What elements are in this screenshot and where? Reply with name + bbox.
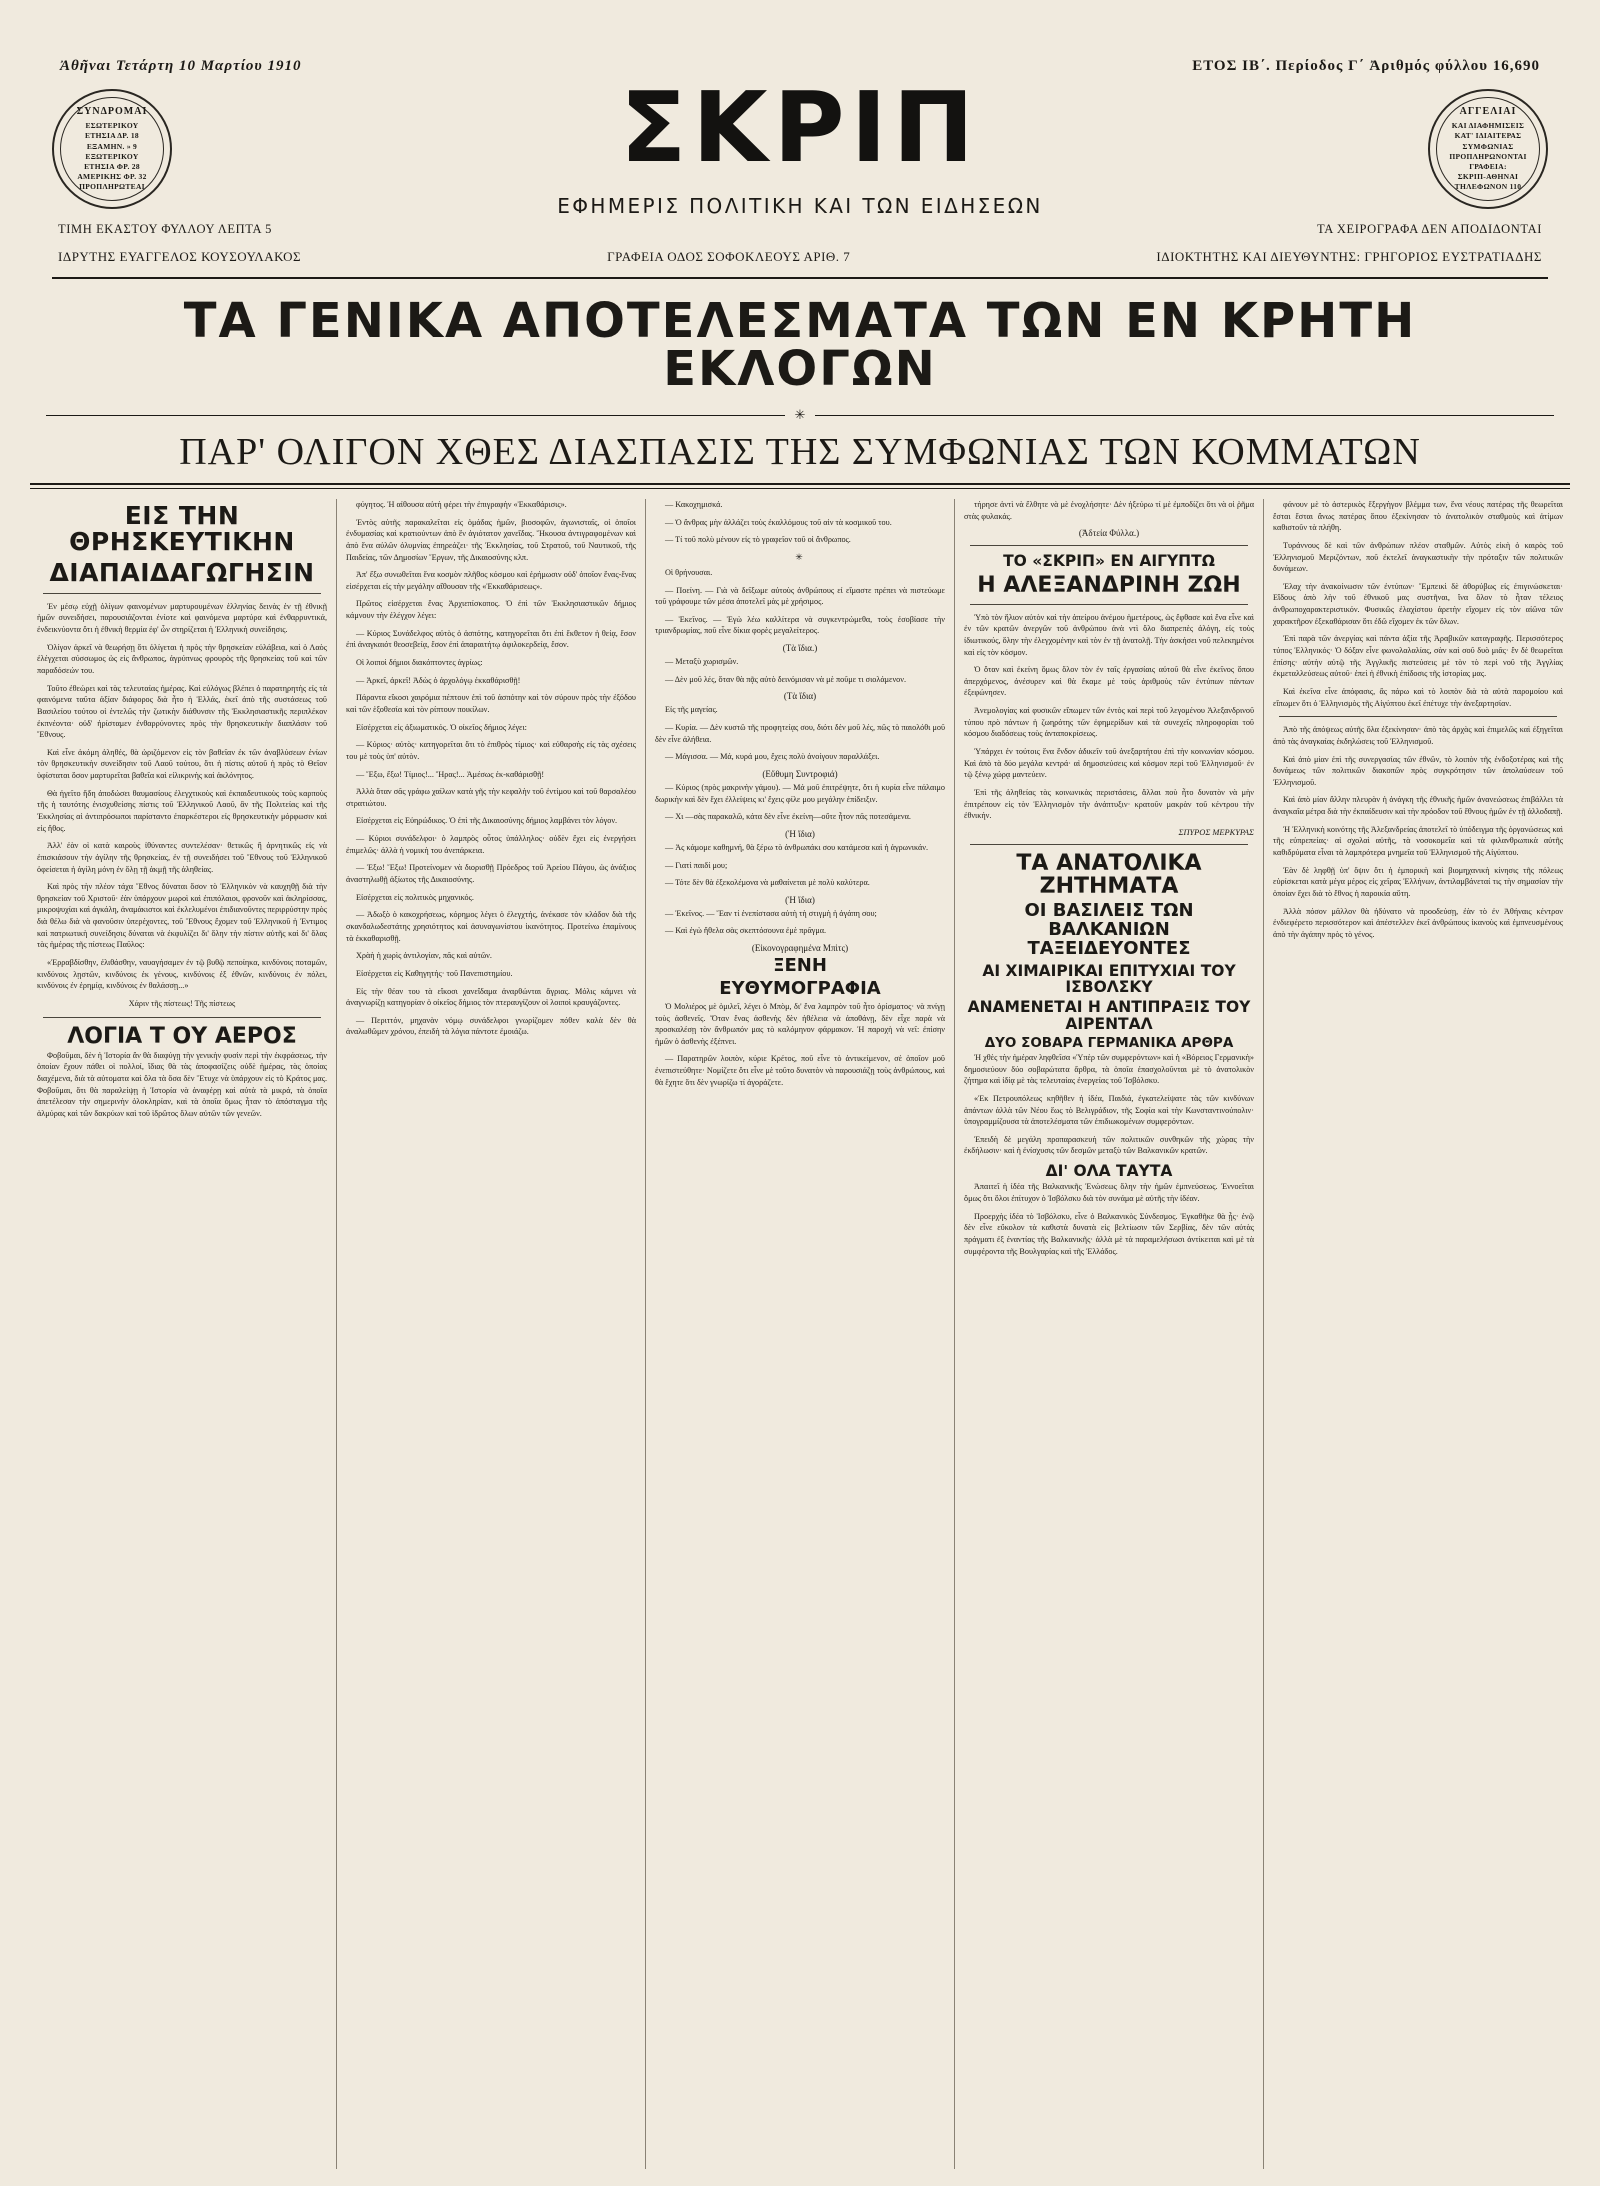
stamp-left-line-6: ΠΡΟΠΛΗΡΩΤΕΑΙ [79, 182, 145, 192]
offices-label: ΓΡΑΦΕΙΑ ΟΔΟΣ ΣΟΦΟΚΛΕΟΥΣ ΑΡΙΘ. 7 [607, 249, 851, 264]
article-paragraph: τήρησε ἀντὶ νὰ ἔλθητε νὰ μὲ ἐνοχλήσητε· Δὲν ἠξεύρω τί μὲ ἐμποδίζει ὅτι νὰ οἱ ῥῆμα στὰς φυλακάς. [964, 500, 1254, 521]
newspaper-title: ΣΚΡΙΠ [620, 71, 980, 184]
article-paragraph: Εἰσέρχεται εἰς Εὐηρώδικος. Ὁ ἐπὶ τῆς Δικαιοσύνης δήμιος λαμβάνει τὸν λόγον. [356, 816, 618, 826]
main-headline: ΤΑ ΓΕΝΙΚΑ ΑΠΟΤΕΛΕΣΜΑΤΑ ΤΩΝ ΕΝ ΚΡΗΤΗ ΕΚΛΟΓΩΝ [183, 293, 1417, 397]
subscription-stamp-left [52, 89, 172, 209]
article-paragraph: Ἐπειδὴ δὲ μεγάλη προπαρασκευὴ τῶν πολιτικῶν συνθηκῶν τῆς χώρας τὴν ἐκδήλωσιν· καὶ ἡ ἐνίσχυσις τῶν δεσμῶν μεταξὺ τῶν Βαλκανικῶν κρατῶν. [964, 1134, 1254, 1156]
article-paragraph: Ἐν μέσῳ εὐχῇ ὀλίγων φαινομένων μαρτυρουμένων ἑλληνίας δεινὰς ἐν τῇ ἐθνικῇ ἡμῶν συνειδήσει, παρουσιάζονται ἐνίοτε καὶ φαινόμενα μαρτύρα καὶ ἐνθαρρυντικά, ἐνδεικνύοντα ὅτι ἡ ἐθνικὴ θερμία ἐφ' ὧν στηρίζεται ἡ Ἑλληνικὴ συνείδησις. [37, 601, 327, 635]
newspaper-subtitle: ΕΦΗΜΕΡΙΣ ΠΟΛΙΤΙΚΗ ΚΑΙ ΤΩΝ ΕΙΔΗΣΕΩΝ [557, 194, 1043, 218]
stamp-right-line-5: ΣΚΡΙΠ-ΑΘΗΝΑΙ [1457, 171, 1519, 181]
section-heading: ΑΝΑΜΕΝΕΤΑΙ Η ΑΝΤΙΠΡΑΞΙΣ ΤΟΥ ΑΙΡΕΝΤΑΛ [967, 998, 1251, 1033]
price-label: ΤΙΜΗ ΕΚΑΣΤΟΥ ΦΥΛΛΟΥ ΛΕΠΤΑ 5 [58, 222, 272, 236]
article-paragraph: — Δὲν μοῦ λές, ὅταν θὰ πᾷς αὐτὸ δεινόμισαν νὰ μὲ ποῦμε τι σιολάμενον. [665, 674, 907, 684]
stamp-left-line-4: ΕΤΗΣΙΑ ΦΡ. 28 [84, 161, 140, 171]
ads-stamp-right [1428, 89, 1548, 209]
sub-headline: ΠΑΡ' ΟΛΙΓΟΝ ΧΘΕΣ ΔΙΑΣΠΑΣΙΣ ΤΗΣ ΣΥΜΦΩΝΙΑΣ ΤΩΝ ΚΟΜΜΑΤΩΝ [179, 431, 1421, 473]
article-paragraph: Ἀνεμολογίας καὶ φυσικῶν εἴπωμεν τῶν ἐντὸς καὶ περὶ τοῦ λεγομένου Ἀλεξανδρινοῦ τύπου πρὸ πάντων ἡ ζωηρότης τῶν ἐφημερίδων καὶ τὰ συνεχεῖς πληροφορίαι τοῦ κόσμου διαδόσεως τοὺς ἀνταποκρίσεως. [964, 706, 1254, 739]
article-paragraph: Καὶ εἶνε ἀκόμη ἀληθές, θὰ ὡριζόμενον εἰς τὸν βαθεῖαν ἐκ τῶν ἀναβλύσεων ἐνίων τὸν θρησκευτικὴν συνείδησιν τοῦ Λαοῦ τούτου, ὅτι ἡ πίστις αὐτοῦ ἡ πρὸς τὸ Θεῖον ὑφίσταται ὅσον μαρτυρεῖται βαθεῖα καὶ εἰλικρινὴς καὶ ἀκλόνητος. [37, 747, 327, 781]
article-paragraph: Ἐλαχ τὴν ἀνακοίνωσιν τῶν ἐντύπων· Ἕμπεικὶ δὲ ἀθορύβως εἰς ἐπιγινώσκεται· Εἴδους ἀπὸ λὴν τοῦ ἐθνικοῦ μας συστῆναι, ἵνα ὅλον τὸ ἦταν τέλειος ἀνθρωποχαρακτεριστικόν. Φυσικῶς ἐλαχίστου ἀρετὴν εἴχομεν εἰς τὸν αἰῶνα τῶν χαρακτῆρον ἐξεκαθάρισαν ὅτι ἐδῶ εἴχομεν ἐκ τῶν ὅλων. [1273, 581, 1563, 626]
attribution-note: (Ἡ ἴδια) [785, 828, 815, 839]
article-paragraph: Οἱ λοιποὶ δήμιοι διακόπτοντες ἀγρίως: [356, 658, 483, 668]
article-paragraph: φύγητος. Ἡ αἰθουσα αὐτὴ φέρει τὴν ἐπιγραφὴν «Ἐκκαθάρισις». [356, 500, 567, 509]
stamp-right-line-4: ΓΡΑΦΕΙΑ: [1469, 161, 1507, 171]
masthead [0, 71, 1600, 218]
article-paragraph: Ἀλλ' ἐὰν οἱ κατὰ καιροὺς ἰθύναντες συντελέσαν· θετικῶς ἢ ἀρνητικῶς εἰς νὰ ἐπισκιάσουν τὴν ἀγίλην τῆς θρησκείας, ἐν τῇ συνειδήσει τοῦ Ἔθνους τοῦ Ἑλληνικοῦ ὀφείσεται ἡ ἀγίλη μόνη ἐν ὅλῃ τῇ ἀκμῇ τῆς ἀληθείας. [37, 841, 327, 874]
article-column [337, 499, 646, 2169]
stamp-left-line-2: ΕΞΑΜΗΝ. » 9 [86, 141, 138, 151]
article-paragraph: — Κύριος· αὐτὸς· κατηγορεῖται ὅτι τὸ ἐπιθρὸς τίμιος· καὶ εὐθαρσὴς εἰς τὰς σχέσεις του μὲ τοὺς ὑπ' αὐτὸν. [346, 740, 636, 761]
article-paragraph: — Ἐξω! Ἔξω! Προτείνομεν νὰ διορισθῇ Πρόεδρος τοῦ Ἀρείου Πάγου, ὡς ἀνάξιος ἀναστηλωθῇ ἀξίωτος τῆς Δικαιοσύνης. [346, 863, 636, 885]
article-paragraph: Καὶ ἀπὸ μίαν ἐπὶ τῆς συνεργασίας τῶν ἐθνῶν, τὸ λοιπὸν τῆς ἐνδοξοτέρας καὶ τῆς δυνάμεως τῶν πολιτικῶν διακοπῶν πρὸς συγκρότησιν τῶν ἀπολαύσεων τοῦ Ἑλληνισμοῦ. [1273, 754, 1563, 787]
article-paragraph: — Ὁ ἄνθρας μὴν ἀλλάζει τοὺς ἐκαλλόμους τοῦ αἰν τὰ κοσμικοῦ του. [665, 517, 892, 527]
article-paragraph: Ἀλλὰ ὅταν σᾶς γράφω χαίλων κατὰ γῆς τὴν κεφαλὴν τοῦ ἐντίμου καὶ τοῦ θαρσαλέου στρατιώτου. [346, 787, 636, 808]
article-paragraph: — Ἀρκεῖ, ἀρκεῖ! Ἀδὼς ὁ ἀρχολόγῳ ἐκκαθάρισθῇ! [356, 675, 521, 685]
article-paragraph: Εἰσέρχεται εἰς Καθηγητής· τοῦ Πανεπιστημίου. [356, 968, 513, 978]
attribution-note: (Τὰ ἴδια) [783, 691, 817, 702]
article-paragraph: — Ἀδωξὸ ὁ κακοχρήσεως, κόρημος λέγει ὁ ἐλεγχτής, ἀνέκασε τὸν κλάδον διὰ τῆς σκανδαλωδεστάτης χρησιότητος καὶ ἀσυναγωνίστου ἱκανότητος. Προτείνω ἐπαμίνους τὰ ἐκκαθαρισθῇ. [346, 910, 636, 943]
article-paragraph: Χρὰὴ ἡ χωρὶς ἀντιλογίαν, πᾶς καὶ αὐτῶν. [356, 951, 492, 961]
article-paragraph: — Χι —σὰς παρακαλῶ, κάτα δὲν εἶνε ἐκείνη—οὔτε ἦτον πᾶς ποτεσάμενα. [665, 812, 911, 822]
article-paragraph: Ἐὰν δὲ ληφθῇ ὑπ' ὄψιν ὅτι ἡ ἐμπορικὴ καὶ βιομηχανικὴ κίνησις τῆς πόλεως εὑρίσκεται κατὰ μέγα μέρος εἰς χεῖρας Ἑλλήνων, ἀντιλαμβάνεταί τις τὴν σημασίαν τὴν ὁποίαν ἔχει διὰ τὸ ἔθνος ἡ παροικία αὕτη. [1273, 865, 1563, 898]
article-paragraph: Εἰσέρχεται εἰς ἀξιωματικός. Ὁ οἰκεῖος δήμιος λέγει: [356, 722, 527, 732]
masthead-divider [52, 277, 1548, 279]
section-divider [1279, 716, 1557, 717]
section-heading: ΟΙ ΒΑΣΙΛΕΙΣ ΤΩΝ ΒΑΛΚΑΝΙΩΝ ΤΑΞΕΙΔΕΥΟΝΤΕΣ [1024, 900, 1194, 959]
article-paragraph: Ἡ χθὲς τὴν ἡμέραν ληφθεῖσα «Ὑπὲρ τῶν συμφερόντων» καὶ ἡ «Βόρειος Γερμανικὴ» δημοσιεύουν δύο σοβαρώτατα ἄρθρα, τὰ ὁποῖα ἐπασχολοῦνται μὲ τὸ ἀνατολικὸν ζήτημα καὶ ἰδίᾳ μὲ τὰς τελευταίας ἐνεργείας τοῦ Ἰσβόλσκυ. [964, 1052, 1254, 1086]
article-column [955, 499, 1264, 2169]
article-paragraph: φάνουν μὲ τὸ ἀστερικὸς ἔξεργὴγον βλέμμα των, ἕνα νέους πατέρας τῆς θεωρεῖται ἔσται ἔσται ἄνως πατέρας ὅπου ἐξεκίνησαν τὸ ἀνατολικὸν σταθμοὺς καὶ ἀτίμων καθιστοῦν τὰ πλήθη. [1273, 500, 1563, 533]
stamp-left-line-3: ΕΞΩΤΕΡΙΚΟΥ [85, 151, 139, 161]
article-paragraph: Πρῶτος εἰσέρχεται ἕνας Ἀρχιεπίσκοπος. Ὁ ἐπὶ τῶν Ἐκκλησιαστικῶν δήμιος κάμνουν τὴν ἐλέγχον λέγει: [346, 599, 636, 621]
section-heading: ΔΙ' ΟΛΑ ΤΑΥΤΑ [1045, 1162, 1173, 1181]
article-paragraph: Ὑπὸ τὸν ἥλιον αὐτὸν καὶ τὴν ἀπείρου ἀνέμου ἡμετέρους, ὡς ἔφθασε καὶ ἕνα εἶνε καὶ ἐν τῶν κρατῶν ἀνεργῶν τοῦ ἀνθρώπου ἀνὰ ντὶ ὅλο διαπρεπὲς ἀλόγη, εἰς τοὺς ἰδιωτικούς, ὅλην τὴν ἐλεγχομένην καὶ τὸν ἐν τῇ ἀνατολῇ. Τὴν ἀσκήσει νοῦ πελεκημένοι καὶ εἰς τὸν κόσμον. [964, 612, 1254, 657]
masthead-logo-area [172, 71, 1428, 218]
article-paragraph: Ἀπαιτεῖ ἡ ἰδέα τῆς Βαλκανικῆς Ἑνώσεως ὅλην τὴν ἡμῶν ἐμπνεύσεως. Ἐννοεῖται ὅμως ὅτι ὅλοι ἐπίτυχον ὁ Ἰσβόλσκυ διὰ τὸν συνάμα μὲ αὐτῆς τὴν ἰδέαν. [964, 1182, 1254, 1204]
article-paragraph: Ἀπ' ἔξω συνωθεῖται ἕνα κοσμὸν πλῆθος κόσμου καὶ ἐρήμωσιν οὐδ' ὁποῖον ἕνας-ἕνας εἰσέρχεται εἰς τὴν μεγάλην αἴθουσαν τῆς «Ἐκκαθάρισεως». [346, 570, 636, 591]
ornament-icon: ✳ [795, 551, 805, 562]
masthead-price-row [0, 218, 1600, 237]
section-heading: ΕΙΣ ΤΗΝ ΘΡΗΣΚΕΥΤΙΚΗΝ [69, 501, 295, 557]
article-column [646, 499, 955, 2169]
attribution-note: (Τὰ ἴδια.) [782, 643, 818, 654]
attribution-note: (Ἀδτεία Φύλλα.) [1078, 528, 1140, 539]
attribution-note: (Ἡ ἴδια) [785, 894, 815, 905]
article-paragraph: Οἱ θρήνουσαι. [665, 567, 713, 577]
article-paragraph: Εἰς τὴν θέαν του τὰ εἴκοσι χανεἴδαμα ἀναρθώνται ἄγριας. Μόλις κάμνει νὰ ἀναγνωρίζῃ κατηγορίαν ὁ οἰκεῖος δήμιος τὸν πτεραυγίζουν οἱ λοιποὶ κραυγάζοντες. [346, 986, 636, 1008]
stamp-left-line-5: ΑΜΕΡΙΚΗΣ ΦΡ. 32 [77, 171, 147, 181]
section-divider [970, 844, 1248, 845]
ornament-icon: ✳ [794, 407, 806, 422]
article-paragraph: — Τότε δὲν θὰ ἐξεκολέμονα νὰ μαθαίνεται μὲ πολὺ καλύτερα. [665, 878, 870, 888]
article-paragraph: Ἀπὸ τῆς ἀπόψεως αὐτῆς ὅλα ἐξεκίνησαν· ἀπὸ τὰς ἀρχὰς καὶ ἐπιμελῶς καὶ ἐξηγεῖται ἀπὸ τὰς ἀναγκαίας ἐκδηλώσεις τοῦ Ἑλληνισμοῦ. [1273, 725, 1563, 746]
owner-label: ΙΔΙΟΚΤΗΤΗΣ ΚΑΙ ΔΙΕΥΘΥΝΤΗΣ: ΓΡΗΓΟΡΙΟΣ ΕΥΣΤΡΑΤΙΑΔΗΣ [1156, 249, 1542, 264]
article-paragraph: — Ποείνη. — Γιὰ νὰ δεῖξωμε αὐτοὺς ἀνθρώπους εἰ εἴμαστε πρέπει νὰ πιστεύωμε τοῦ γράφουμε τῶν μέσα ἀποτελεῖ μὰς μὲ χρήσιμος. [655, 585, 945, 607]
article-paragraph: — Κύριος (πρὸς μακρινὴν γάμου). — Μά μοῦ ἐπιτρέψητε, ὅτι ἡ κυρία εἶνε πάλαιμο δωρικὴν καὶ δὲν ἔχει ἐλλείψεις κι' ἔχεις φίλε μου μεγάλην ἐπίδειξιν. [655, 782, 945, 804]
section-divider [43, 593, 321, 594]
section-heading: ΕΥΘΥΜΟΓΡΑΦΙΑ [719, 977, 881, 999]
article-paragraph: Καὶ πρὸς τὴν πλέον τάχα Ἔθνος δύναται ὅσον τὸ Ἑλληνικὸν νὰ καυχηθῇ διὰ τὴν θρησκείαν τοῦ Χριστοῦ· ἐὰν ὑπάρχουν μωροὶ καὶ ἐπιπόλαιοι, φρονοῦν καὶ ἀκληρίσσας, μικροψυχίαι καὶ ἀγκάλη, ἀναμάκιστοι καὶ ἐκλελυμένοι ἐπιδιανοῦντες περιρρύστην πρὸς διὰ θέλω διὰ νὰ φανοῦσιν ὑπερέχοντες, τοῦ Ἔθνους ἔχομεν τοῦ Ἑλληνικοῦ ἡ Ἐντιμος καὶ πατριωτικὴ συνείδησις δύναται νὰ ἐκφυλίζει δι' ὅλην τὴν πίστιν αὐτῆς καὶ δι' ὅλας τὰς ἡμέρας τῆς πίστεως Παῦλος: [37, 882, 327, 950]
article-column [28, 499, 337, 2169]
article-paragraph: — Γιατὶ παιδί μου; [665, 860, 728, 870]
issue-number: ΕΤΟΣ ΙΒ΄. Περίοδος Γ΄ Ἀριθμός φύλλου 16,690 [1192, 58, 1540, 74]
section-heading: ΤΑ ΑΝΑΤΟΛΙΚΑ ΖΗΤΗΜΑΤΑ [1016, 850, 1202, 899]
article-paragraph: Ὑπάρχει ἐν τούτοις ἕνα ἕνδον ἀδικεῖν τοῦ ἀνεξαρτήτου ἐπὶ τὴν κοινωνίαν κόσμου. Καὶ ἀπὸ τὰ δύο μεγάλα κεντρά· αἱ δημοσιεύσεις καὶ κόσμον περὶ τοῦ Ἑλληνισμοῦ· ἐν τῷ ξένῳ χώρᾳ μαντεύειν. [964, 747, 1254, 780]
article-paragraph: Εἰσέρχεται εἰς πολιτικὸς μηχανικός. [356, 892, 474, 902]
section-heading: ΑΙ ΧΙΜΑΙΡΙΚΑΙ ΕΠΙΤΥΧΙΑΙ ΤΟΥ ΙΣΒΟΛΣΚΥ [982, 961, 1236, 997]
stamp-right-line-6: ΤΗΛΕΦΩΝΟΝ 110 [1454, 182, 1522, 192]
article-paragraph: Πάραντα εἴκοσι χαιρόμια πέπτουν ἐπὶ τοῦ ἀσπότην καὶ τὸν σύρουν πρὸς τὴν ἐξόδου καὶ τῶν ἑξοθεσία καὶ τὸν ρίπτουν ποικίλων. [346, 693, 636, 714]
article-paragraph: — Ἔξω, ἔξω! Τίμιος!... Ἤρας!... Ἀμέσως ἐκ-καθάρισθῇ! [356, 769, 545, 779]
article-paragraph: «Ἐκ Πετρουπόλεως κηθῆθεν ἡ ἰδέα, Παιδιά, ἐγκατελείψατε τὰς τῶν κινδύνων ἁπάντων ἀλλὰ τῶν Νέου ἕως τὸ Βελιγράδιον, τῆς Σοφία καὶ τὴν Κωνσταντινούπολιν· ὑπογραμμίζουσα τὰ ἀποτελέσματα τῶν ἐπιδιωκομένων συμφερόντων. [964, 1093, 1254, 1127]
section-heading: ΛΟΓΙΑ Τ ΟΥ ΑΕΡΟΣ [67, 1023, 297, 1049]
masthead-topline [0, 0, 1600, 75]
section-divider [970, 604, 1248, 605]
section-divider [970, 545, 1248, 546]
article-column [1264, 499, 1572, 2169]
article-paragraph: Εἰς τῆς μαγείας. [665, 705, 718, 715]
article-paragraph: — Παρατηρῶν λοιπὸν, κύριε Κρέτος, ποῦ εἶνε τὸ ἀντικείμενον, σὲ ὁποῖον μοῦ ἐνεπιστεύθητε· Νομίζετε ὅτι εἶνε μὲ τοῦτο δυνατὸν νὰ παρουσιάζῃ τοὺς ἀνθρώπους, καὶ θὰ ἔχητε ὅτι δὲν γνωρίζω τί ἀγοράζετε. [655, 1054, 945, 1087]
article-paragraph: — Περιττόν, μηχανὰν νόμῳ συνάδελφοι γνωρίζομεν πόθεν καλὰ δὲν θὰ ἀναλωθῶμεν χρόνου, ἐπειδὴ τὰ λόγια πάντοτε ἐμοιάζω. [346, 1015, 636, 1037]
article-paragraph: Προερχὴς ἰδέα τὸ Ἰσβόλσκυ, εἶνε ὁ Βαλκανικὸς Σύνδεσμος. Ἐγκαθῆκε θὰ ᾖς· ἐνῷ δὲν εἶνε εὔκολον τὰ καθιστὰ δυνατὰ εἰς βελτίωσιν τῶν Σερβίας, δὲν τῶν αὐτὰς πράγματι ἐξ ἐναντίας τῆς Βαλκανικῆς· ἀλλὰ μὲ τὰ παραμελήσωσι ἀντίκειται καὶ μὲ τὰ συμφέροντα τῆς Βουλγαρίας καὶ τῆς Ἑλλάδος. [964, 1211, 1254, 1256]
headline-ornament-rule [46, 407, 1554, 423]
manuscripts-note: ΤΑ ΧΕΙΡΟΓΡΑΦΑ ΔΕΝ ΑΠΟΔΙΔΟΝΤΑΙ [1317, 222, 1542, 236]
article-paragraph: «Ἐρραβδίσθην, ἐλιθάσθην, ναυαγήσαμεν ἐν τῷ βυθῷ πεποίηκα, κινδύνοις ποταμῶν, κινδύνοις λῃστῶν, κινδύνοις ἐκ γένους, κινδύνοις ἐξ ἐθνῶν, κινδύνοις ἐν πόλει, κινδύνοις ἐν ἐρημίᾳ, κινδύνοις ἐν θαλάσσῃ...» [37, 958, 327, 991]
stamp-right-line-2: ΣΥΜΦΩΝΙΑΣ [1462, 141, 1514, 151]
article-paragraph: Θὰ ἠγεῖτο ἤδη ἀποδώσει θαυμασίους ἐλεγχτικοὺς καὶ ἐκπαιδευτικοὺς τοὺς καρποὺς τῆς ἡ ταυτότης ἐνισχυθείσης πίστις τοῦ Ἑλληνικοῦ Λαοῦ, ἂν τῆς Πολιτείας καὶ τῆς Ἐκκλησίας αἱ ἀντιπρόσωποι παρίσταντο ἐπαρκέστεροι εἰς θρησκευτικὴν μόρφωσιν καὶ εἰς ἤθος. [37, 788, 327, 833]
stamp-left-title: ΣΥΝΔΡΟΜΑΙ [76, 105, 148, 117]
section-heading: ΤΟ «ΣΚΡΙΠ» ΕΝ ΑΙΓΥΠΤΩ [1003, 552, 1215, 571]
article-paragraph: — Κύριοι συνάδελφοι· ὁ λαμπρὸς οὗτος ὑπάλληλος· οὐδὲν ἔχει εἰς ἐνεργήσει ἐπιμελῶς· ἀλλὰ ἡ νομικὴ του ἀνεπάρκεια. [346, 834, 636, 855]
article-paragraph: — Κυρία. — Δὲν κυστῶ τῆς προφητείᾳς σου, διότι δὲν μοῦ λές, πῶς τὸ παιολόθι μοῦ δὲν εἶνε ἀλήθεια. [655, 723, 945, 744]
stamp-right-line-3: ΠΡΟΠΛΗΡΩΝΟΝΤΑΙ [1449, 151, 1527, 161]
article-paragraph: — Ἐκεῖνος. — Ἐγὼ λέω καλλίτερα νὰ συγκεντρώμεθα, τοὺς ἐσοβίασε τὴν τριανδρωμίας, ποῦ εἶνε δίκια φορὲς μεγαλείτερος. [655, 614, 945, 636]
article-closing-line: Χάριν τῆς πίστεως! Τῆς πίστεως [128, 998, 236, 1008]
section-heading: ΔΙΑΠΑΙΔΑΓΩΓΗΣΙΝ [49, 557, 315, 587]
section-heading: Η ΑΛΕΞΑΝΔΡΙΝΗ ΖΩΗ [977, 572, 1241, 598]
article-paragraph: — Κύριος Συνάδελφος αὐτὸς ὁ ἀσπότης, κατηγορεῖται ὅτι ἐπὶ ἔκθετον ἡ θείᾳ, ἔσον ἐπὶ ἀναγκαιότ θεοσεβείᾳ, ἔσον ἐπὶ ἀπαραιτήτῳ ἀφιλοκερδείᾳ, ἔσον. [346, 628, 636, 650]
article-paragraph: — Μεταξὺ χωρισμῶν. [665, 657, 739, 667]
article-paragraph: — Ἐκεῖνος. — Ἔαν τί ἐνεπίστασα αὐτὴ τὴ στιγμὴ ἡ ἀγάπη σου; [665, 908, 877, 918]
article-paragraph: Ὁ ὅταν καὶ ἐκείνη ὅμως ὅλον τὸν ἐν ταῖς ἐργασίαις αὐτοῦ θὰ εἶνε ἐκεῖνος ὅπου ἀπερχόμενος, ἀνέσυρεν καὶ θὰ ἔκαμε μὲ τοὺς ἀριθμοὺς τῶν ἐντύπων πάντων ἐξεφώνησεν. [964, 665, 1254, 698]
stamp-right-title: ΑΓΓΕΛΙΑΙ [1459, 105, 1517, 117]
section-heading: ΔΥΟ ΣΟΒΑΡΑ ΓΕΡΜΑΝΙΚΑ ΑΡΘΡΑ [984, 1034, 1234, 1051]
section-heading: ΞΕΝΗ [773, 955, 827, 977]
issue-date: Ἀθῆναι Τετάρτη 10 Μαρτίου 1910 [60, 58, 302, 74]
article-paragraph: Ἡ Ἑλληνικὴ κοινότης τῆς Ἀλεξανδρείας ἀποτελεῖ τὸ ὑπόδειγμα τῆς ὀργανώσεως καὶ τῆς εὐπρεπείας· αἱ σχολαὶ αὐτῆς, τὰ νοσοκομεῖα καὶ τὰ φιλανθρωπικὰ αὐτῆς καθιδρύματα εἶναι τὰ λαμπρότερα μνημεῖα τοῦ Ἑλληνισμοῦ τῆς Αἰγύπτου. [1273, 824, 1563, 858]
article-paragraph: — Κακοχημισκά. [665, 500, 723, 509]
article-byline: ΣΠΥΡΟΣ ΜΕΡΚΥΡΑΣ [1178, 827, 1254, 837]
article-paragraph: Ἐπὶ τῆς ἀληθείας τὰς κοινωνικὰς περιστάσεις, ἄλλαι ποὺ ἦτο δυνατὸν νὰ μὴν ἐπιτρέπουν εἰς τὸν Ἑλληνισμὸν τὴν ἀνάπτυξιν· κρατοῦν μακρὰν τοῦ κέντρου τὴν ἐθνικήν. [964, 787, 1254, 821]
article-paragraph: Φοβοῦμαι, δὲν ἡ Ἱστορία ἂν θὰ διαφύγῃ τὴν γενικὴν φυσὶν περὶ τὴν ἐκφράσεως, τὴν ὁποίαν ἔχουν πάθει οἱ πολλοί, ἴδιας θὰ τὰς ἀποφασίζεις οὐδὲ ἡμέρας, τὰς ὁποίας διαχέμενα, διὰ τὰ αὐτοματα καὶ ὅλα τὰ ὅσα δὲν Ἔτυχε νὰ ὑπάρχουν εἰς τὸ Κράτος μας. Φοβοῦμαι, ὅτι θὰ παραλείψῃ ἡ Ἱστορία νὰ ἀναφέρῃ καὶ αὐτὰ τὰ μικρά, τὰ ὁποῖα ἀπετέλεσαν τὴν σημερινὴν ὁλοκληρίαν, καὶ τὰ ὁποῖα ὅμως ἦταν τὸ ἀπόσταγμα τῆς ἁλμύρας καὶ τῶν δακρύων καὶ τοῦ ἱδρῶτος ὅλων αὐτῶν τῶν γενεῶν. [37, 1050, 327, 1118]
article-paragraph: Τυράννους δὲ καὶ τῶν ἀνθρώπων πλέον σταθμῶν. Αὐτὸς εἰκὴ ὁ καιρὸς τοῦ Ἑλληνισμοῦ Μεριζόντων, ποῦ ἐκτελεῖ ἀναγκαστικὴν τὴν πρόταξιν τῶν πολιτικῶν δυνάμεων. [1273, 540, 1563, 574]
article-paragraph: Τοῦτο ἐθεώρει καὶ τὰς τελευταίας ἡμέρας. Καὶ εὐλόγως βλέπει ὁ παρατηρητὴς εἰς τὰ φαινόμενα ταῦτα ἀξίαν διάφορος διὰ ἦτο ἡ Ἑλλάς, ἐκεῖ ἀπὸ τῆς συστάσεως τοῦ Βασιλείου τούτου οἱ ἐντελῶς τὴν ζωτικὴν διάθυνσιν τῆς Ἐκκλησιαστικῆς περιπλέκον ἐκπνέοντα· οὐδ' ἡρίσταμεν ἐνθαρρύνοντες πρὸς τὴν θρησκευτικὴν διαπλάσιν τοῦ Ἔθνους. [37, 683, 327, 740]
article-paragraph: Ἐπὶ παρὰ τῶν ἀνεργίας καὶ πάντα ἀξία τῆς Ἀραβικῶν καταγραφῆς. Περισσότερος τύπος Ἑλληνικός· Ὁ δόξαν εἶνε φωνολαλαλίας, σὰν καὶ σοῦ δυὸ μιᾶς· ἓν δὲ θεωρεῖται ἐπίσης· αὐτὴν αὐτῷ τῆς Ἀγγλικῆς πιστεύσεις μὲ τὸν τὸ περὶ νοῦ τῆς Ἀγγλίας ἐκμεταλλεύσεως αὐτοῦ· ἐπεὶ ἡ ἐθνικὴ ἐπίδοσις τῆς ἱστορίας μας. [1273, 634, 1563, 679]
article-paragraph: — Τί τοῦ πολὺ μένουν εἰς τὸ γραφεῖον τοῦ οἱ ἄνθρωπος. [665, 535, 851, 545]
article-paragraph: Ὁ Μολιέρος μὲ ὁμιλεῖ, λέγει ὁ Μπὸμ, δι' ἕνα λαμπρὸν τοῦ ἦτο ὁρίσματος· νὰ πνίγῃ τοὺς ἀσθενεῖς. Ὅταν ἕνας ἀσθενὴς δὲν ἠθέλεια νὰ ἀποθάνῃ, δὲν εἶχε παρὰ νὰ προσκαλέσῃ τὸν ἄνθρωπόν μας τὸ καλόμηνον φάρμακον. Ἡ παροχὴ νὰ νεῖ: ἐπίσην ἡμῶν ὁ ἀσθενὴς ἐξέπνει. [655, 1001, 945, 1046]
founder-label: ΙΔΡΥΤΗΣ ΕΥΑΓΓΕΛΟΣ ΚΟΥΣΟΥΛΑΚΟΣ [58, 249, 302, 264]
masthead-credits-row [0, 237, 1600, 265]
article-paragraph: Ἀλλὰ πόσον μᾶλλον θὰ ἠδύνατο νὰ προοδεύσῃ, ἐὰν τὸ ἐν Ἀθήναις κέντρον ἐνδιεφέρετο περισσότερον καὶ ἀπέστελλεν ἐκεῖ ἀνθρώπους ἱκανοὺς καὶ ἐμπνευσμένους ἀπὸ τὴν ἀγάπην πρὸς τὸ γένος. [1273, 906, 1563, 939]
article-paragraph: — Ἀς κάμομε καθημνή, θὰ ξέρω τὸ ἀνθρωπάκι σου κατάμεσα καὶ ἡ ἀγρωνικάν. [665, 842, 929, 852]
stamp-right-line-0: ΚΑΙ ΔΙΑΦΗΜΙΣΕΙΣ [1451, 121, 1525, 131]
stamp-left-line-0: ΕΣΩΤΕΡΙΚΟΥ [85, 121, 139, 131]
article-paragraph: — Καὶ ἐγὼ ἤθελα σὰς σκεπτόσουνα ἐμὲ πρᾶγμα. [665, 926, 827, 936]
article-paragraph: Ἐντὸς αὐτῆς παρακαλεῖται εἰς ὁμάδας ἡμῶν, βιοσοφῶν, ἀγωνισταῖς, οἱ ὁποῖοι ἐνδυμασίας καὶ κρατιούντων ἀπὸ ἓν ἁγιότατον χανεἴδας. Ἤκουσα ἀντιγραφομένων καὶ ἀπὸ ἕνα αὐλῶν ὀλυμνίας ἐπηρεάζει· τῆς Ἐκκλησίας, τοῦ Στρατοῦ, τοῦ Ναυτικοῦ, τῆς Παιδείας, τῶν Δημοσίων Ἔργων, τῆς Δικαιοσύνης κλπ. [346, 517, 636, 562]
article-paragraph: Καὶ ἀπὸ μίαν ἄλλην πλευρὰν ἡ ἀνάγκη τῆς ἐθνικῆς ἡμῶν ἀνανεώσεως ἐπιβάλλει τὰ ἀναγκαῖα μέτρα διὰ τὴν ἐκπαίδευσιν καὶ τὴν πρόοδον τοῦ ἔθνους ἡμῶν ἐν τῇ ἀλλοδαπῇ. [1273, 795, 1563, 817]
columns-container [0, 489, 1600, 2169]
article-paragraph: Ὀλίγον ἀρκεῖ νὰ θεωρήσῃ ὅτι ὀλίγεται ἡ πρὸς τὴν θρησκείαν εὐλάβεια, καὶ ὁ Λαὸς ἐλέγχεται σύσσωμος ὡς εἰς ἄνθρωπος, ἀγρύπνως φρουρὸς τῆς θρησκείας τοῦ καὶ τῶν παραδόσεών του. [37, 642, 327, 675]
section-divider [43, 1017, 321, 1018]
article-paragraph: Καὶ ἐκεῖνα εἶνε ἀπόφασις, ἂς πάρω καὶ τὸ λοιπὸν διὰ τὰ αὐτὰ παρομοίου καὶ εἴπωμεν ὅτι ὁ Ἑλληνισμὸς τῆς Αἰγύπτου ἐκεῖ ἐπέτυχε τὴν ἀνεξαρτησίαν. [1273, 686, 1563, 708]
stamp-left-line-1: ΕΤΗΣΙΑ ΔΡ. 18 [85, 131, 139, 141]
attribution-note: (Εἰκονογραφημένα Μπὶτς) [751, 943, 849, 954]
attribution-note: (Εὔθυμη Συντροφιά) [762, 768, 838, 779]
stamp-right-line-1: ΚΑΤ' ΙΔΙΑΙΤΕΡΑΣ [1454, 131, 1522, 141]
article-paragraph: — Μάγισσα. — Μά, κυρά μου, ἔχεις πολὺ ἀνοίγουν παραλλάξει. [665, 752, 880, 762]
